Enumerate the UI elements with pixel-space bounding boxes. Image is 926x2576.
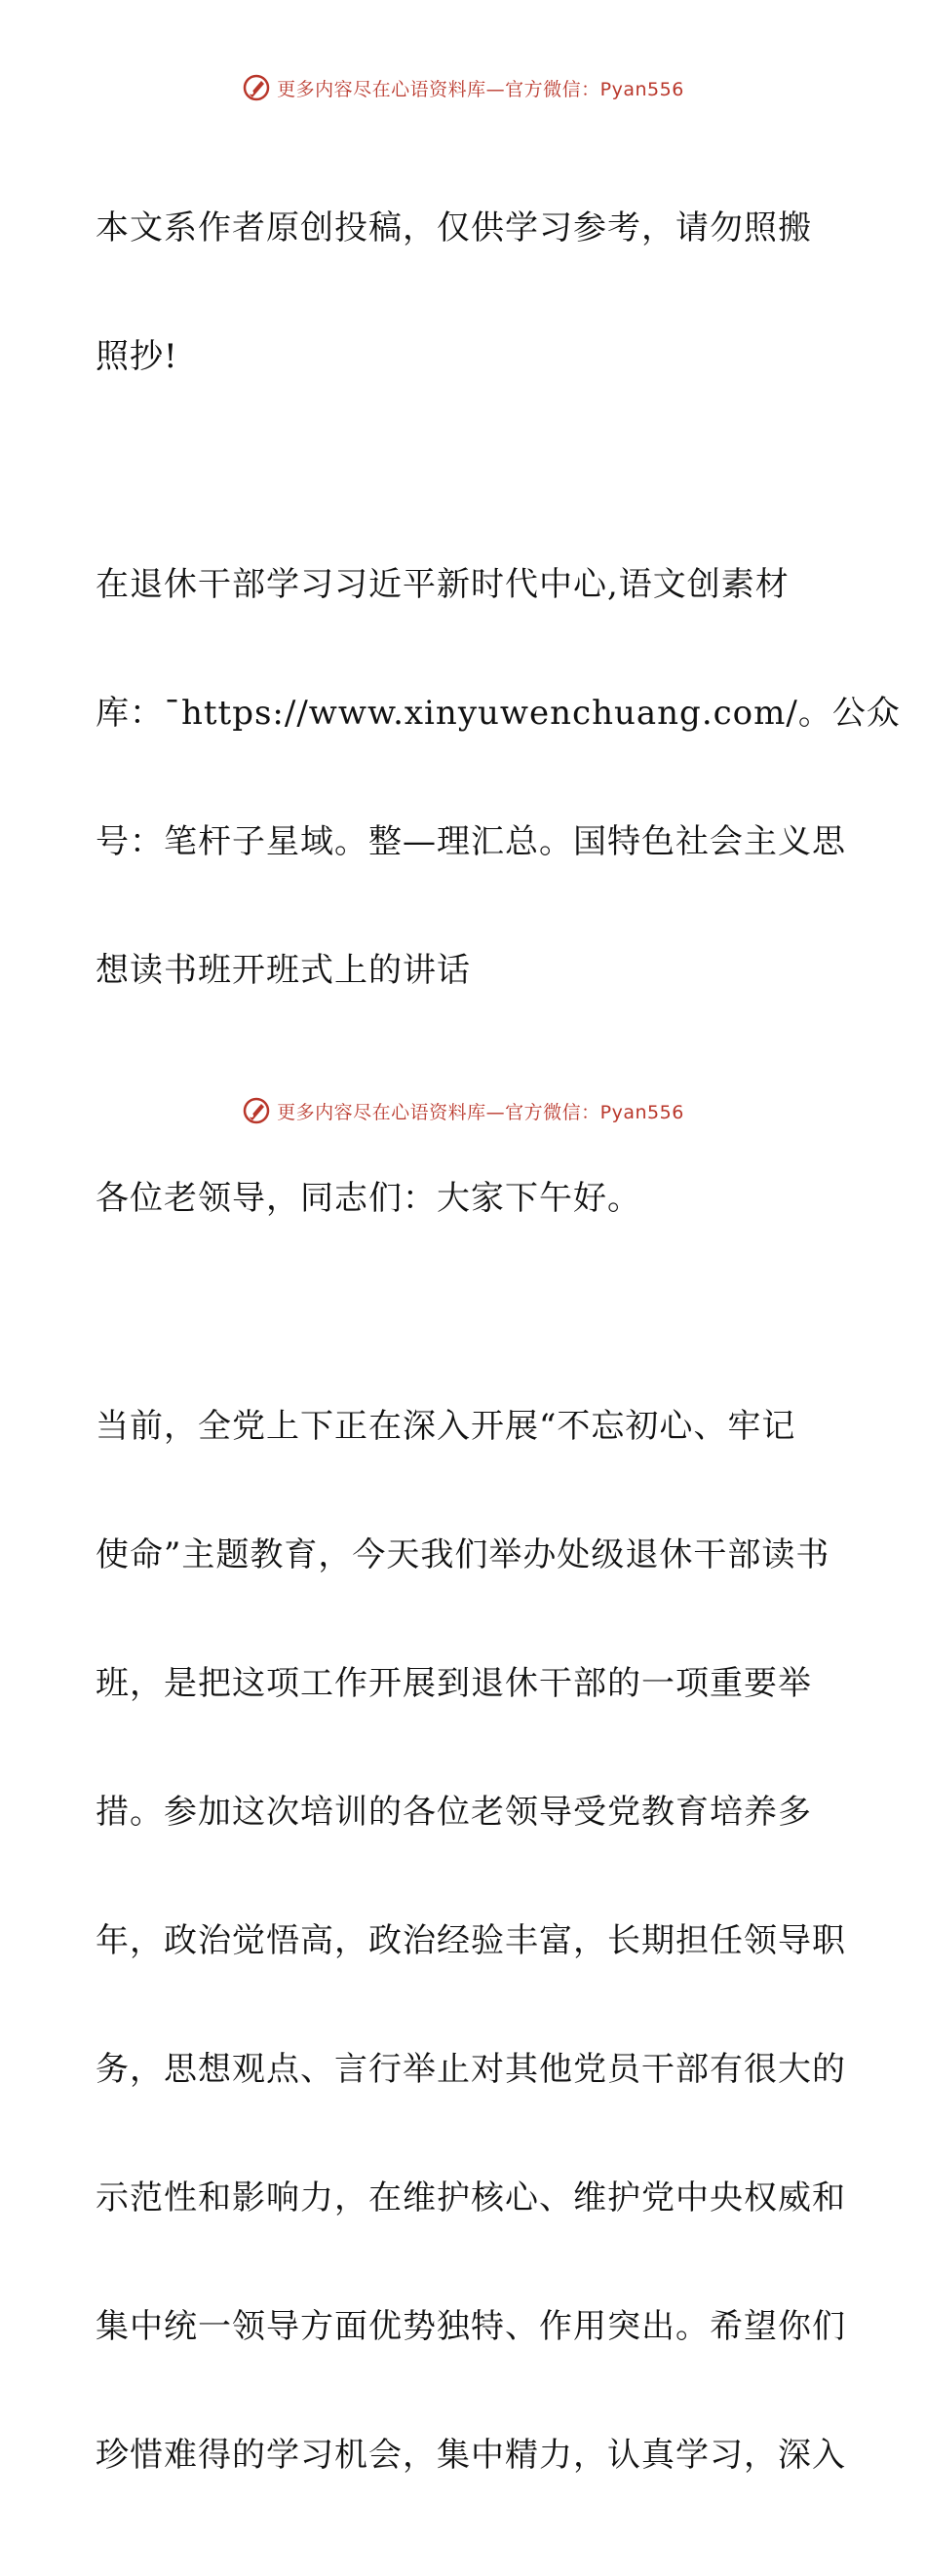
header-banner-text: 更多内容尽在心语资料库—官方微信：Pyan556 xyxy=(277,78,684,100)
text-line: 示范性和影响力，在维护核心、维护党中央权威和 xyxy=(96,2178,846,2217)
text-line: 库：¯https://www.xinyuwenchuang.com/。公众 xyxy=(96,694,901,733)
text-line: 措。参加这次培训的各位老领导受党教育培养多 xyxy=(96,1793,812,1832)
text-line: 各位老领导，同志们：大家下午好。 xyxy=(96,1179,641,1218)
text-line: 想读书班开班式上的讲话 xyxy=(96,951,471,990)
paragraph-body xyxy=(96,1319,846,2562)
pen-logo-icon xyxy=(242,1096,271,1125)
footer-banner-text: 更多内容尽在心语资料库—官方微信：Pyan556 xyxy=(277,1101,684,1123)
text-line: 班，是把这项工作开展到退休干部的一项重要举 xyxy=(96,1664,812,1703)
pen-logo-icon xyxy=(242,73,271,102)
paragraph-title xyxy=(96,477,901,1078)
document-body xyxy=(96,121,901,2576)
paragraph-notice xyxy=(96,121,829,464)
text-line: 照抄! xyxy=(96,337,178,376)
text-line: 号：笔杆子星域。整—理汇总。国特色社会主义思 xyxy=(96,822,846,861)
footer-watermark-banner xyxy=(0,1093,926,1128)
text-line: 集中统一领导方面优势独特、作用突出。希望你们 xyxy=(96,2307,846,2346)
header-watermark-banner xyxy=(0,70,926,105)
text-line: 使命”主题教育，今天我们举办处级退休干部读书 xyxy=(96,1535,830,1574)
text-line: 当前，全党上下正在深入开展“不忘初心、牢记 xyxy=(96,1407,796,1446)
text-line: 在退休干部学习习近平新时代中心,语文创素材 xyxy=(96,565,790,604)
text-line: 本文系作者原创投稿，仅供学习参考，请勿照搬 xyxy=(96,208,812,247)
text-line: 珍惜难得的学习机会，集中精力，认真学习，深入 xyxy=(96,2436,846,2475)
text-line: 务，思想观点、言行举止对其他党员干部有很大的 xyxy=(96,2050,846,2089)
text-line: 年，政治觉悟高，政治经验丰富，长期担任领导职 xyxy=(96,1921,846,1960)
